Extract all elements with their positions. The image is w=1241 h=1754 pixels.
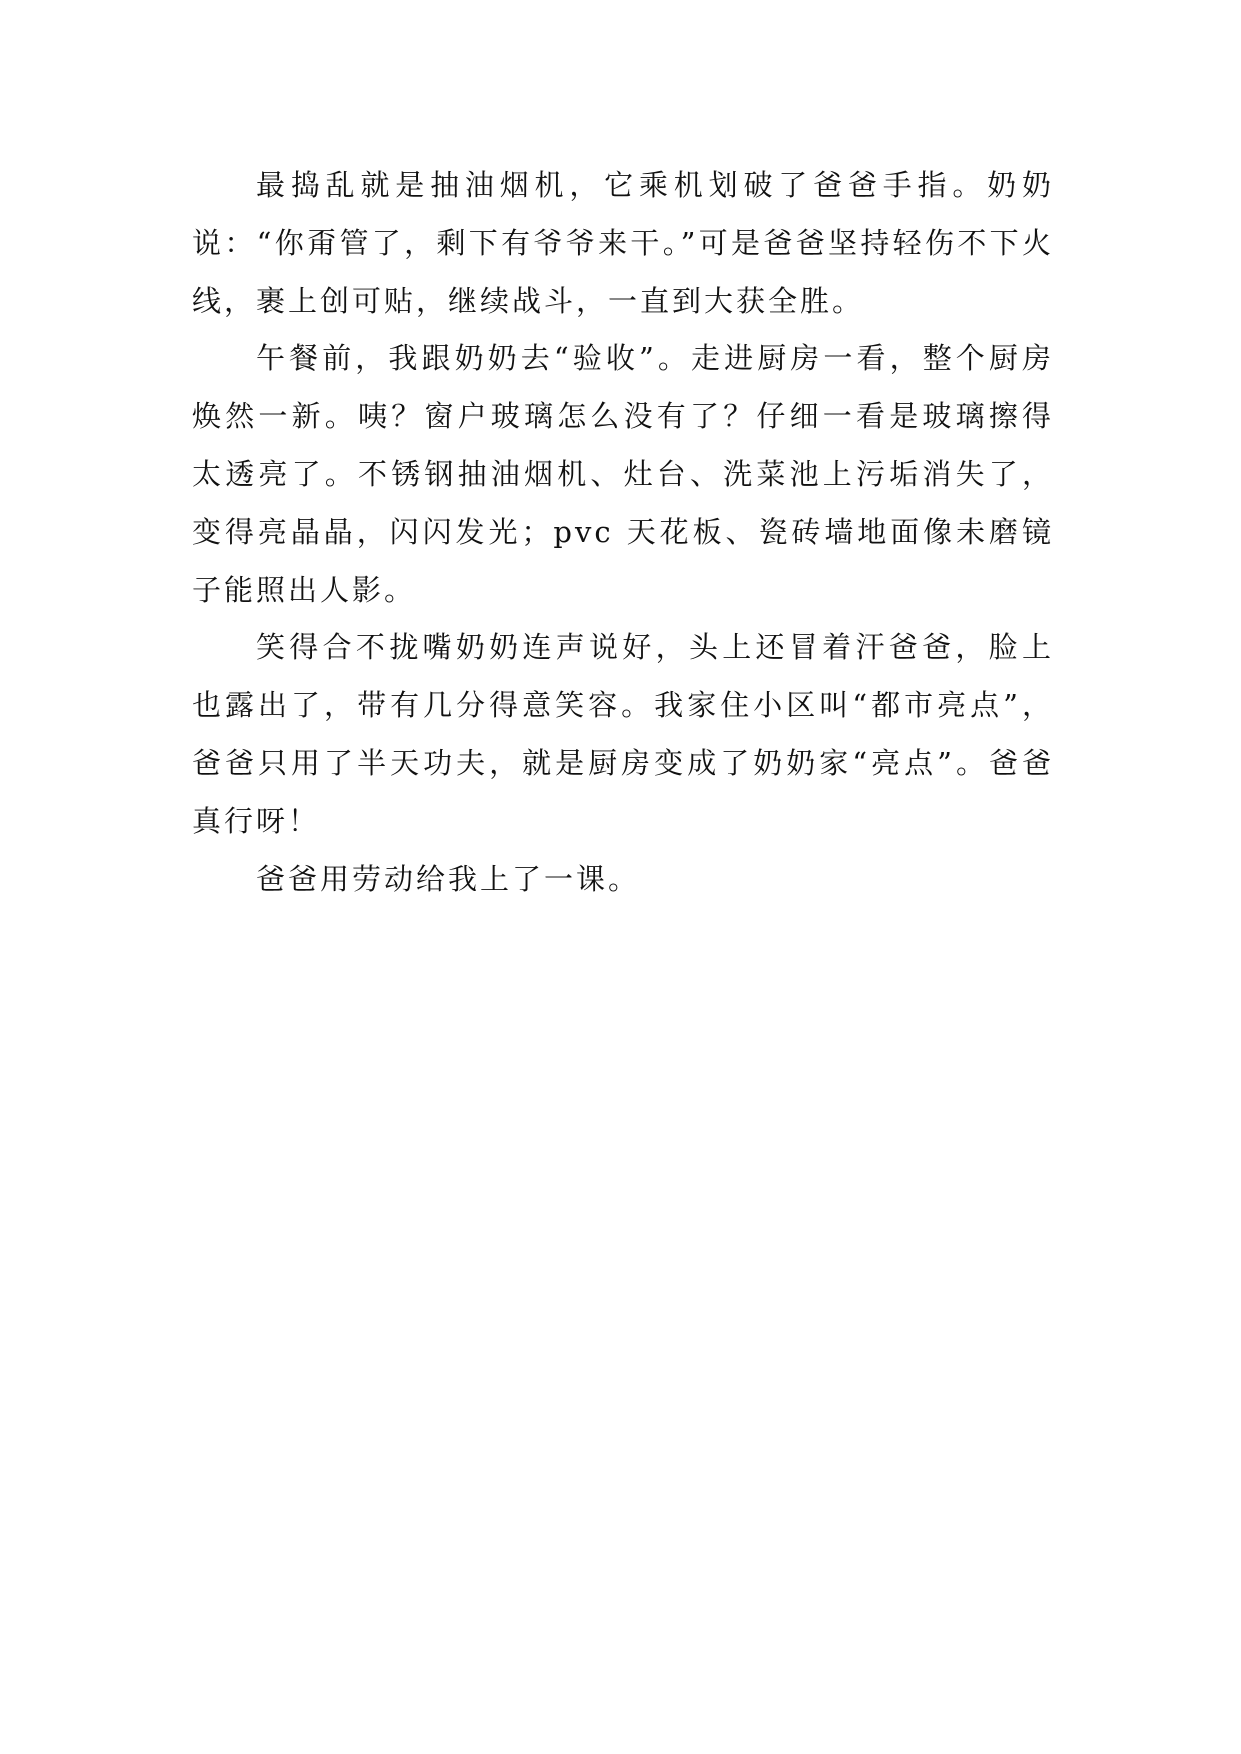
paragraph-2: 午餐前，我跟奶奶去“验收”。走进厨房一看，整个厨房焕然一新。咦？窗户玻璃怎么没有了？仔细一看是玻璃擦得太透亮了。不锈钢抽油烟机、灶台、洗菜池上污垢消失了，变得亮晶晶，闪闪发光；pvc 天花板、瓷砖墙地面像未磨镜子能照出人影。 [192, 341, 1054, 607]
paragraph-3: 笑得合不拢嘴奶奶连声说好，头上还冒着汗爸爸，脸上也露出了，带有几分得意笑容。我家住小区叫“都市亮点”，爸爸只用了半天功夫，就是厨房变成了奶奶家“亮点”。爸爸真行呀！ [192, 630, 1054, 838]
paragraph-4: 爸爸用劳动给我上了一课。 [256, 861, 641, 896]
document-body [192, 157, 1054, 908]
paragraph-1: 最捣乱就是抽油烟机，它乘机划破了爸爸手指。奶奶说：“你甭管了，剩下有爷爷来干。”可是爸爸坚持轻伤不下火线，裹上创可贴，继续战斗，一直到大获全胜。 [192, 168, 1054, 318]
